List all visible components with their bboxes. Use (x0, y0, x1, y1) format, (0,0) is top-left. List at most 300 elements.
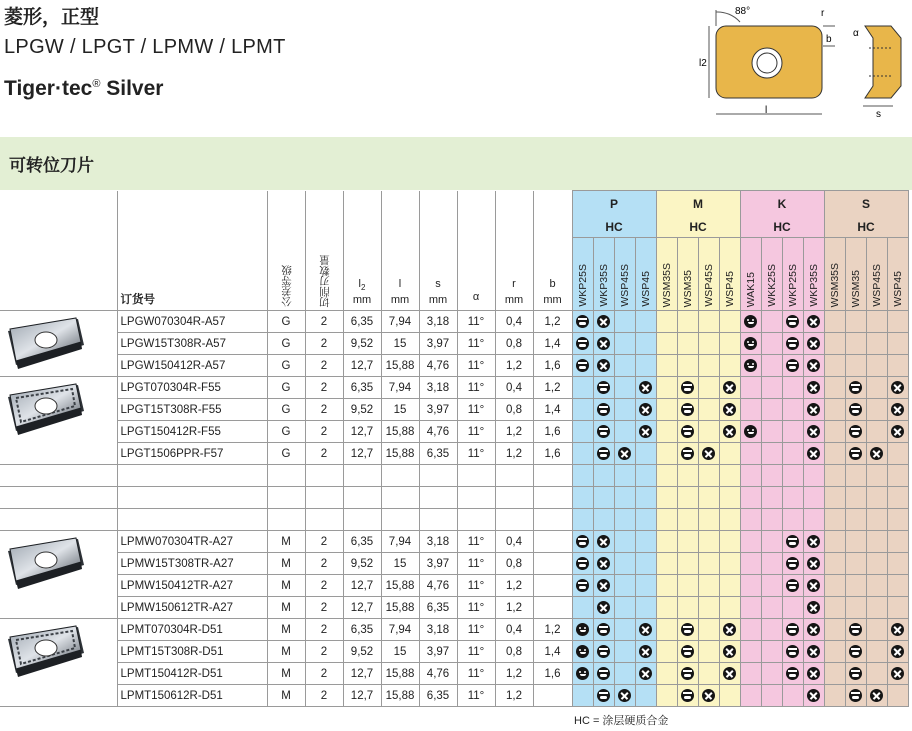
cell-b: 1,2 (533, 311, 572, 333)
grade-cell (572, 575, 593, 597)
cell-tol: M (267, 553, 305, 575)
grade-cell (635, 333, 656, 355)
grade-cell (887, 597, 908, 619)
tolerance-class-header (267, 191, 305, 311)
alternative-application-icon (807, 337, 820, 350)
grade-header: WSP45S (698, 238, 719, 311)
main-application-icon (597, 381, 610, 394)
grade-cell (740, 531, 761, 553)
grade-cell (593, 619, 614, 641)
grade-cell (677, 465, 698, 487)
grade-cell (614, 619, 635, 641)
rough-cut-icon (744, 315, 757, 328)
grade-cell (740, 465, 761, 487)
order-code: LPMW15T308TR-A27 (117, 553, 267, 575)
cell-s: 3,18 (419, 377, 457, 399)
grade-header: WSM35 (677, 238, 698, 311)
grade-cell (887, 553, 908, 575)
order-code: LPMW150412TR-A27 (117, 575, 267, 597)
cell-l2: 6,35 (343, 531, 381, 553)
order-code (117, 487, 267, 509)
cell-r: 1,2 (495, 355, 533, 377)
grade-cell (656, 685, 677, 707)
alternative-application-icon (597, 359, 610, 372)
grade-cell (635, 465, 656, 487)
grade-cell (635, 399, 656, 421)
cell-l2: 12,7 (343, 443, 381, 465)
grade-cell (614, 465, 635, 487)
cell-tol: G (267, 377, 305, 399)
grade-cell (614, 421, 635, 443)
cell-l2: 12,7 (343, 355, 381, 377)
cell-b: 1,4 (533, 641, 572, 663)
alternative-application-icon (807, 579, 820, 592)
insert-table (0, 190, 909, 707)
main-application-icon (849, 381, 862, 394)
main-application-icon (786, 623, 799, 636)
main-application-icon (786, 579, 799, 592)
grade-cell (656, 311, 677, 333)
grade-cell (719, 333, 740, 355)
cell-b: 1,6 (533, 355, 572, 377)
main-application-icon (786, 359, 799, 372)
grade-cell (572, 553, 593, 575)
alternative-application-icon (807, 315, 820, 328)
grade-cell (698, 487, 719, 509)
grade-cell (614, 333, 635, 355)
grade-cell (698, 399, 719, 421)
grade-cell (614, 685, 635, 707)
insert-dimension-diagram (695, 2, 905, 125)
grade-cell (761, 685, 782, 707)
cell-s: 4,76 (419, 355, 457, 377)
rough-cut-icon (576, 667, 589, 680)
grade-header: WSP45S (866, 238, 887, 311)
grade-cell (803, 421, 824, 443)
grade-cell (824, 377, 845, 399)
table-row (0, 663, 908, 685)
grade-cell (845, 553, 866, 575)
dimension-header: b mm (533, 191, 572, 311)
grade-cell (635, 355, 656, 377)
grade-header: WSP45 (635, 238, 656, 311)
cell-s: 6,35 (419, 597, 457, 619)
grade-cell (782, 421, 803, 443)
lpmt-insert-image (0, 619, 117, 707)
cell-tol: G (267, 443, 305, 465)
lpgw-insert-image (0, 311, 117, 377)
grade-header: WAK15 (740, 238, 761, 311)
rough-cut-icon (744, 359, 757, 372)
cell-tol: M (267, 619, 305, 641)
grade-cell (593, 399, 614, 421)
main-application-icon (576, 359, 589, 372)
alternative-application-icon (723, 645, 736, 658)
grade-cell (761, 553, 782, 575)
order-code: LPGT070304R-F55 (117, 377, 267, 399)
grade-cell (887, 443, 908, 465)
grade-cell (593, 531, 614, 553)
grade-cell (572, 443, 593, 465)
cell-s: 4,76 (419, 575, 457, 597)
grade-cell (572, 421, 593, 443)
grade-cell (719, 399, 740, 421)
grade-cell (824, 641, 845, 663)
table-row (0, 333, 908, 355)
cell-r: 0,4 (495, 619, 533, 641)
grade-cell (803, 377, 824, 399)
grade-cell (572, 487, 593, 509)
grade-cell (593, 333, 614, 355)
grade-cell (845, 597, 866, 619)
grade-header: WSM35 (845, 238, 866, 311)
grade-cell (782, 575, 803, 597)
main-application-icon (849, 447, 862, 460)
cell-l2: 12,7 (343, 597, 381, 619)
order-code (117, 465, 267, 487)
dimension-header: s mm (419, 191, 457, 311)
cell-l2: 6,35 (343, 377, 381, 399)
grade-cell (824, 355, 845, 377)
cell-l2: 6,35 (343, 619, 381, 641)
lpmw-insert-image (0, 531, 117, 619)
grade-cell (740, 509, 761, 531)
grade-cell (740, 421, 761, 443)
alternative-application-icon (723, 623, 736, 636)
cell-s (419, 487, 457, 509)
main-application-icon (597, 447, 610, 460)
grade-cell (887, 377, 908, 399)
grade-cell (698, 619, 719, 641)
cell-a (457, 487, 495, 509)
grade-cell (782, 553, 803, 575)
grade-cell (782, 465, 803, 487)
order-code: LPMT150412R-D51 (117, 663, 267, 685)
order-code: LPMT070304R-D51 (117, 619, 267, 641)
dimension-header: α (457, 191, 495, 311)
grade-cell (593, 685, 614, 707)
cell-a: 11° (457, 355, 495, 377)
order-code: LPMW070304TR-A27 (117, 531, 267, 553)
grade-cell (782, 333, 803, 355)
alternative-application-icon (891, 403, 904, 416)
coating-label-K: HC (740, 216, 824, 238)
table-row (0, 421, 908, 443)
grade-cell (677, 333, 698, 355)
grade-cell (719, 575, 740, 597)
grade-cell (614, 355, 635, 377)
alternative-application-icon (639, 381, 652, 394)
grade-cell (803, 597, 824, 619)
cell-s: 3,97 (419, 333, 457, 355)
order-code: LPMT150612R-D51 (117, 685, 267, 707)
main-application-icon (849, 645, 862, 658)
grade-cell (593, 597, 614, 619)
cell-edges: 2 (305, 619, 343, 641)
cell-tol: G (267, 311, 305, 333)
main-application-icon (786, 667, 799, 680)
cell-a: 11° (457, 333, 495, 355)
main-application-icon (576, 557, 589, 570)
cell-tol: M (267, 531, 305, 553)
table-row (0, 487, 908, 509)
alternative-application-icon (597, 315, 610, 328)
grade-cell (782, 487, 803, 509)
grade-cell (614, 509, 635, 531)
cell-l2: 12,7 (343, 685, 381, 707)
alternative-application-icon (870, 689, 883, 702)
grade-cell (719, 487, 740, 509)
coating-label-P: HC (572, 216, 656, 238)
cell-tol: M (267, 597, 305, 619)
angle-label: 88° (735, 6, 751, 17)
grade-cell (803, 509, 824, 531)
alpha-label: α (853, 28, 859, 39)
grade-cell (845, 377, 866, 399)
cell-b: 1,6 (533, 421, 572, 443)
cell-r: 1,2 (495, 597, 533, 619)
grade-cell (866, 421, 887, 443)
main-application-icon (597, 623, 610, 636)
main-application-icon (576, 535, 589, 548)
grade-cell (803, 487, 824, 509)
order-code: LPGT15T308R-F55 (117, 399, 267, 421)
grade-header: WSP45S (614, 238, 635, 311)
grade-cell (593, 509, 614, 531)
grade-cell (866, 443, 887, 465)
grade-cell (866, 487, 887, 509)
cell-l: 15 (381, 553, 419, 575)
grade-cell (677, 377, 698, 399)
grade-cell (782, 355, 803, 377)
coating-label-S: HC (824, 216, 908, 238)
rough-cut-icon (576, 623, 589, 636)
cell-b (533, 465, 572, 487)
grade-cell (782, 443, 803, 465)
cell-tol: G (267, 399, 305, 421)
grade-cell (593, 355, 614, 377)
grade-cell (824, 421, 845, 443)
grade-cell (866, 575, 887, 597)
grade-cell (803, 619, 824, 641)
alternative-application-icon (639, 425, 652, 438)
alternative-application-icon (639, 667, 652, 680)
cell-l2: 9,52 (343, 641, 381, 663)
grade-header: WKP25S (782, 238, 803, 311)
cell-edges: 2 (305, 597, 343, 619)
grade-cell (698, 443, 719, 465)
cutting-edges-header (305, 191, 343, 311)
cell-r (495, 487, 533, 509)
grade-cell (761, 377, 782, 399)
cell-r: 0,8 (495, 553, 533, 575)
grade-cell (698, 333, 719, 355)
cell-l: 7,94 (381, 311, 419, 333)
alternative-application-icon (723, 667, 736, 680)
grade-cell (845, 487, 866, 509)
grade-cell (677, 487, 698, 509)
cell-a: 11° (457, 597, 495, 619)
grade-cell (740, 685, 761, 707)
grade-cell (740, 619, 761, 641)
grade-cell (887, 575, 908, 597)
order-code: LPGW150412R-A57 (117, 355, 267, 377)
grade-cell (698, 663, 719, 685)
main-application-icon (576, 315, 589, 328)
grade-cell (593, 641, 614, 663)
grade-cell (593, 465, 614, 487)
grade-cell (719, 465, 740, 487)
cell-a: 11° (457, 311, 495, 333)
grade-cell (845, 355, 866, 377)
grade-cell (656, 597, 677, 619)
main-application-icon (681, 667, 694, 680)
cell-b: 1,4 (533, 333, 572, 355)
cell-edges (305, 487, 343, 509)
radius-label: r (821, 8, 825, 19)
cell-r: 1,2 (495, 575, 533, 597)
table-row (0, 509, 908, 531)
cell-b (533, 575, 572, 597)
grade-cell (572, 333, 593, 355)
grade-cell (887, 311, 908, 333)
grade-cell (677, 355, 698, 377)
cell-l2: 12,7 (343, 421, 381, 443)
image-cell (0, 487, 117, 509)
cell-a: 11° (457, 685, 495, 707)
cell-edges: 2 (305, 399, 343, 421)
grade-cell (635, 531, 656, 553)
grade-cell (635, 553, 656, 575)
alternative-application-icon (618, 447, 631, 460)
cell-tol: M (267, 641, 305, 663)
grade-cell (866, 553, 887, 575)
order-code (117, 509, 267, 531)
grade-cell (677, 663, 698, 685)
grade-cell (719, 685, 740, 707)
s-label: s (876, 109, 881, 120)
cell-l: 15,88 (381, 685, 419, 707)
cell-b (533, 509, 572, 531)
cell-tol (267, 465, 305, 487)
alternative-application-icon (597, 535, 610, 548)
grade-cell (677, 597, 698, 619)
grade-cell (572, 509, 593, 531)
grade-cell (866, 377, 887, 399)
grade-cell (782, 509, 803, 531)
grade-cell (803, 443, 824, 465)
table-row (0, 355, 908, 377)
cell-a: 11° (457, 377, 495, 399)
main-application-icon (849, 623, 862, 636)
grade-cell (635, 663, 656, 685)
grade-cell (761, 597, 782, 619)
footnote: HC = 涂层硬质合金 (574, 715, 669, 727)
cell-edges: 2 (305, 641, 343, 663)
grade-cell (845, 443, 866, 465)
grade-cell (656, 531, 677, 553)
dimension-header: $l_2$ mm (343, 191, 381, 311)
grade-cell (635, 311, 656, 333)
grade-cell (782, 641, 803, 663)
grade-cell (677, 443, 698, 465)
cell-l: 15 (381, 641, 419, 663)
cell-edges: 2 (305, 421, 343, 443)
grade-cell (740, 443, 761, 465)
alternative-application-icon (807, 359, 820, 372)
grade-cell (803, 663, 824, 685)
table-row (0, 575, 908, 597)
image-cell (0, 509, 117, 531)
cell-a (457, 509, 495, 531)
grade-header: WKP35S (593, 238, 614, 311)
grade-cell (824, 531, 845, 553)
cell-a: 11° (457, 619, 495, 641)
cell-r: 1,2 (495, 421, 533, 443)
cell-edges: 2 (305, 355, 343, 377)
grade-cell (677, 531, 698, 553)
grade-cell (824, 663, 845, 685)
grade-cell (593, 663, 614, 685)
grade-cell (740, 487, 761, 509)
grade-cell (572, 619, 593, 641)
grade-cell (572, 399, 593, 421)
grade-cell (698, 575, 719, 597)
tolerance-class-label: 公差等级 (280, 265, 293, 307)
grade-cell (572, 641, 593, 663)
grade-cell (761, 465, 782, 487)
table-row (0, 531, 908, 553)
grade-cell (656, 663, 677, 685)
alternative-application-icon (807, 447, 820, 460)
grade-cell (866, 531, 887, 553)
dimension-header: l mm (381, 191, 419, 311)
main-application-icon (576, 579, 589, 592)
grade-header: WSP45 (719, 238, 740, 311)
grade-cell (824, 487, 845, 509)
grade-cell (740, 399, 761, 421)
grade-cell (572, 685, 593, 707)
grade-cell (677, 641, 698, 663)
cell-edges: 2 (305, 575, 343, 597)
coating-label-M: HC (656, 216, 740, 238)
cell-r: 0,8 (495, 641, 533, 663)
alternative-application-icon (597, 601, 610, 614)
grade-cell (761, 311, 782, 333)
alternative-application-icon (807, 689, 820, 702)
alternative-application-icon (807, 557, 820, 570)
cell-s: 3,97 (419, 553, 457, 575)
grade-cell (761, 333, 782, 355)
grade-cell (614, 641, 635, 663)
grade-cell (866, 685, 887, 707)
cell-b: 1,2 (533, 377, 572, 399)
cell-tol: G (267, 333, 305, 355)
cell-tol: G (267, 421, 305, 443)
grade-cell (656, 421, 677, 443)
grade-cell (887, 333, 908, 355)
cell-l2 (343, 509, 381, 531)
cell-r (495, 509, 533, 531)
cell-a: 11° (457, 641, 495, 663)
grade-cell (866, 399, 887, 421)
grade-cell (698, 355, 719, 377)
grade-cell (761, 619, 782, 641)
cell-a (457, 465, 495, 487)
grade-cell (887, 641, 908, 663)
main-application-icon (849, 403, 862, 416)
cell-edges: 2 (305, 377, 343, 399)
